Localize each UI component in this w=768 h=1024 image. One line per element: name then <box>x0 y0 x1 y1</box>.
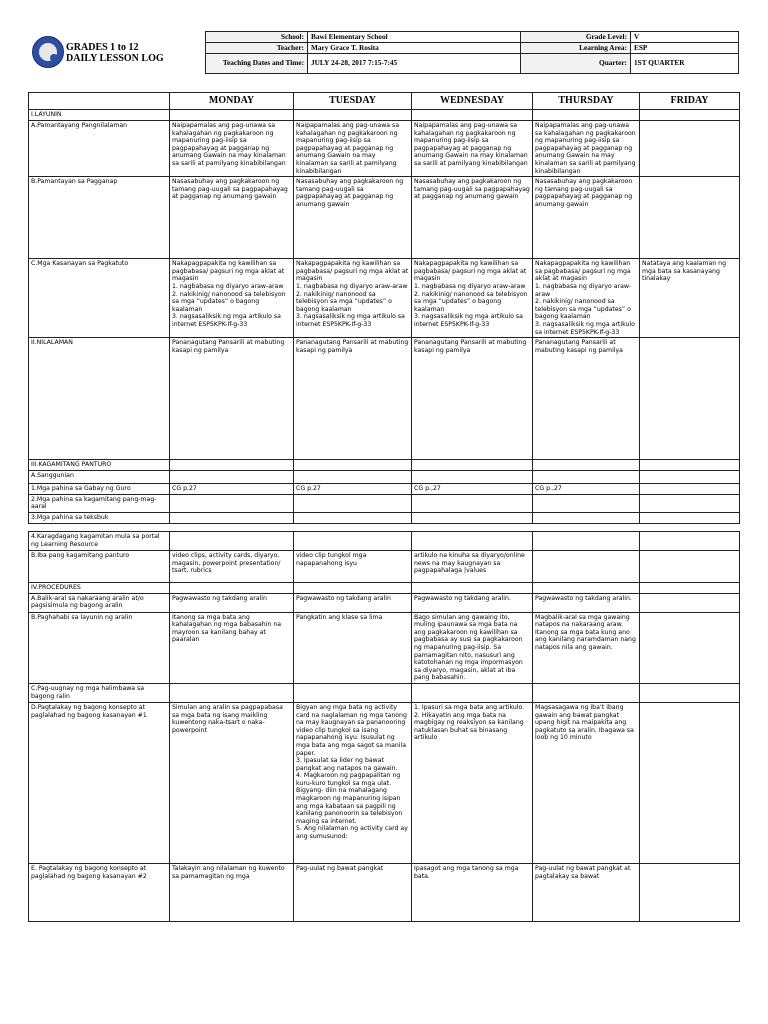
cell-monday: Itanong sa mga bata ang kahalagahan ng mga babasahin na mayroon sa kanilang bahay at paaralan <box>170 612 294 683</box>
cell-wednesday: Nakapagpapakita ng kawilihan sa pagbabasa/ pagsuri ng mga aklat at magasin 1. nagbabasa ng diyaryo araw-araw 2. nakikinig/ nanonood sa telebisyon sa mga “updates” o bagong kaalaman 3. nagsasaliksik ng mga artikulo sa internet ESP5KPK-If-g-33 <box>412 259 533 338</box>
cell-wednesday: Pagwawasto ng takdang aralin. <box>412 593 533 612</box>
cell-monday: Simulan ang aralin sa pagpapabasa sa mga bata ng isang maikling kuwentong naka-tsart o naka-powerpoint <box>170 702 294 863</box>
cell-monday: Talakayin ang nilalaman ng kuwento sa pamamagitan ng mga <box>170 863 294 921</box>
row-label: C.Pag-uugnay ng mga halimbawa sa bagong ralin <box>29 683 170 702</box>
row-label: A.Sanggunian <box>29 471 170 484</box>
cell-thursday: Naipapamalas ang pag-unawa sa kahalagahan ng pagkakaroon ng mapanuring pag-iisip sa pagpapahayag at pagganap ng anumang Gawain na may kinalaman sa sarili at pamilyang kinabibilangan <box>533 121 640 177</box>
cell-friday <box>640 484 740 495</box>
school-value: Bawi Elementary School <box>308 32 521 43</box>
row-label: 2.Mga pahina sa kagamitang pang-mag-aaral <box>29 494 170 512</box>
cell-wednesday <box>412 512 533 523</box>
day-header-friday: FRIDAY <box>640 93 740 110</box>
cell-friday <box>640 532 740 551</box>
cell-friday <box>640 512 740 523</box>
cell-friday <box>640 494 740 512</box>
header-info-table <box>205 31 739 74</box>
cell-monday <box>170 471 294 484</box>
cell-tuesday <box>294 512 412 523</box>
cell-tuesday <box>294 494 412 512</box>
cell-wednesday <box>412 110 533 121</box>
cell-monday <box>170 512 294 523</box>
lesson-row <box>29 484 740 495</box>
cell-thursday: CG p.,27 <box>533 484 640 495</box>
lesson-table-page2 <box>28 531 740 922</box>
cell-wednesday <box>412 683 533 702</box>
lesson-row <box>29 177 740 259</box>
cell-thursday <box>533 512 640 523</box>
cell-friday <box>640 460 740 471</box>
cell-tuesday <box>294 110 412 121</box>
title-line1: GRADES 1 to 12 <box>66 42 139 53</box>
quarter-value: 1ST QUARTER <box>631 54 739 74</box>
grade-value: V <box>631 32 739 43</box>
cell-friday <box>640 121 740 177</box>
row-label: D.Pagtalakay ng bagong konsepto at paglalahad ng bagong kasanayan #1 <box>29 702 170 863</box>
deped-logo-block <box>30 34 202 74</box>
cell-thursday: Pag-uulat ng bawat pangkat at pagtalakay sa bawat <box>533 863 640 921</box>
cell-wednesday: Pananagutang Pansarili at mabuting kasapi ng pamilya <box>412 338 533 460</box>
cell-thursday <box>533 532 640 551</box>
row-label: 4.Karagdagang kagamitan mula sa portal ng Learning Resource <box>29 532 170 551</box>
cell-tuesday: Nasasabuhay ang pagkakaroon ng tamang pag-uugali sa pagpapahayag at pagganap ng anumang gawain <box>294 177 412 259</box>
cell-wednesday: Naipapamalas ang pag-unawa sa kahalagahan ng pagkakaroon ng mapanuring pag-iisip sa pagpapahayag at pagganap ng anumang Gawain na may kinalaman sa sarili at pamilyang kinabibilangan <box>412 121 533 177</box>
cell-wednesday: artikulo na kinuha sa diyaryo/online news na may kaugnayan sa pagpapahalaga |values <box>412 551 533 583</box>
cell-tuesday <box>294 460 412 471</box>
cell-tuesday <box>294 532 412 551</box>
cell-wednesday <box>412 471 533 484</box>
row-label: IV.PROCEDURES <box>29 583 170 594</box>
row-label: B.Pamantayan sa Pagganap <box>29 177 170 259</box>
lesson-row <box>29 593 740 612</box>
cell-wednesday: CG p.,27 <box>412 484 533 495</box>
lesson-row <box>29 494 740 512</box>
row-label: II.NILALAMAN <box>29 338 170 460</box>
lesson-row <box>29 110 740 121</box>
lesson-row <box>29 583 740 594</box>
cell-wednesday: Bago simulan ang gawaing ito, muling ipaunawa sa mga bata na ang pagkakaroon ng kawilihan sa pagbabasa ay susi sa pagkakaroon ng mapanuring pag-iisip. Sa pamamagitan nito, nasusuri ang katotohanan ng mga impormasyon sa diyaryo, magasin, aklat at iba pang babasahin. <box>412 612 533 683</box>
cell-friday <box>640 583 740 594</box>
cell-wednesday <box>412 494 533 512</box>
cell-thursday <box>533 683 640 702</box>
cell-friday <box>640 863 740 921</box>
row-label: C.Mga Kasanayan sa Pagkatuto <box>29 259 170 338</box>
cell-thursday: Magbalik-aral sa mga gawaing natapos na nakaraang araw. Itanong sa mga bata kung ano ang kanilang naramdaman nang natapos nila ang gawain. <box>533 612 640 683</box>
lesson-row <box>29 532 740 551</box>
cell-thursday <box>533 494 640 512</box>
lesson-row <box>29 863 740 921</box>
title-line2: DAILY LESSON LOG <box>66 53 164 64</box>
cell-thursday <box>533 551 640 583</box>
cell-thursday: Nasasabuhay ang pagkakaroon ng tamang pag-uugali sa pagpapahayag at pagganap ng anumang gawain <box>533 177 640 259</box>
cell-friday <box>640 471 740 484</box>
lesson-row <box>29 460 740 471</box>
cell-thursday <box>533 460 640 471</box>
cell-tuesday: CG p.27 <box>294 484 412 495</box>
cell-monday <box>170 110 294 121</box>
lesson-row <box>29 512 740 523</box>
cell-monday <box>170 532 294 551</box>
cell-friday <box>640 551 740 583</box>
cell-monday: Pananagutang Pansarili at mabuting kasapi ng pamilya <box>170 338 294 460</box>
row-label: B.Paghahabi sa layunin ng aralin <box>29 612 170 683</box>
cell-tuesday: Bigyan ang mga bata ng activity card na naglalaman ng mga tanong na may kaugnayan sa pananooring video clip tungkol sa isang napapanahong isyu. Isusulat ng mga bata ang mga sagot sa manila paper. 3. Ipasulat sa lider ng bawat pangkat ang natapos na gawain. 4. Magkaroon ng pagpapalitan ng kuru-kuro tungkol sa mga ulat. Bigyang- diin na mahalagang magkaroon ng mapanuring isipan ang mga kabataan sa pagpili ng kanilang panonoorin sa telebisyon maging sa internet. 5. Ang nilalaman ng activity card ay ang sumusunod: <box>294 702 412 863</box>
cell-monday: Pagwawasto ng takdang aralin <box>170 593 294 612</box>
cell-wednesday <box>412 532 533 551</box>
day-header-tuesday: TUESDAY <box>294 93 412 110</box>
cell-tuesday: Pangkatin ang klase sa lima <box>294 612 412 683</box>
row-label: III.KAGAMITANG PANTURO <box>29 460 170 471</box>
lesson-row <box>29 683 740 702</box>
row-label: B.Iba pang kagamitang panturo <box>29 551 170 583</box>
cell-friday <box>640 683 740 702</box>
cell-monday: Nasasabuhay ang pagkakaroon ng tamang pag-uugali sa pagpapahayag at pagganap ng anumang gawain <box>170 177 294 259</box>
cell-wednesday <box>412 583 533 594</box>
cell-friday <box>640 110 740 121</box>
cell-thursday <box>533 471 640 484</box>
lesson-row <box>29 121 740 177</box>
cell-monday: Nakapagpapakita ng kawilihan sa pagbabasa/ pagsuri ng mga aklat at magasin 1. nagbabasa ng diyaryo araw-araw 2. nakikinig/ nanonood sa telebisyon sa mga “updates” o bagong kaalaman 3. nagsasaliksik ng mga artikulo sa internet ESP5KPK-If-g-33 <box>170 259 294 338</box>
cell-friday <box>640 593 740 612</box>
cell-monday <box>170 583 294 594</box>
row-label: A.Balik-aral sa nakaraang aralin at/o pagsisimula ng bagong aralin <box>29 593 170 612</box>
cell-friday <box>640 702 740 863</box>
day-header-wednesday: WEDNESDAY <box>412 93 533 110</box>
cell-monday: CG p.27 <box>170 484 294 495</box>
corner-cell <box>29 93 170 110</box>
lesson-row <box>29 338 740 460</box>
grade-label: Grade Level: <box>521 32 631 43</box>
cell-friday <box>640 177 740 259</box>
lesson-row <box>29 702 740 863</box>
cell-tuesday: Nakapagpapakita ng kawilihan sa pagbabasa/ pagsuri ng mga aklat at magasin 1. nagbabasa ng diyaryo araw-araw 2. nakikinig/ nanonood sa telebisyon sa mga “updates” o bagong kaalaman 3. nagsasaliksik ng mga artikulo sa internet ESP5KPK-If-g-33 <box>294 259 412 338</box>
lesson-row <box>29 551 740 583</box>
day-header-monday: MONDAY <box>170 93 294 110</box>
cell-tuesday: video clip tungkol mga napapanahong isyu <box>294 551 412 583</box>
cell-wednesday: Nasasabuhay ang pagkakaroon ng tamang pag-uugali sa pagpapahayag at pagganap ng anumang gawain <box>412 177 533 259</box>
school-label: School: <box>206 32 308 43</box>
row-label: A.Pamantayang Pangnilalaman <box>29 121 170 177</box>
cell-thursday: Pagwawasto ng takdang aralin. <box>533 593 640 612</box>
lesson-row <box>29 259 740 338</box>
cell-tuesday: Pananagutang Pansarili at mabuting kasapi ng pamilya <box>294 338 412 460</box>
cell-monday <box>170 683 294 702</box>
teacher-label: Teacher: <box>206 43 308 54</box>
cell-thursday: Magsasagawa ng iba’t ibang gawain ang bawat pangkat upang higit na maipakita ang pagkatuto sa aralin. Ibagawa sa loob ng 10 minuto <box>533 702 640 863</box>
cell-thursday: Nakapagpapakita ng kawilihan sa pagbabasa/ pagsuri ng mga aklat at magasin 1. nagbabasa ng diyaryo araw-araw 2. nakikinig/ nanonood sa telebisyon sa mga “updates” o bagong kaalaman 3. nagsasaliksik ng mga artikulo sa internet ESP5KPK-If-g-33 <box>533 259 640 338</box>
cell-tuesday <box>294 683 412 702</box>
row-label: 1.Mga pahina sa Gabay ng Guro <box>29 484 170 495</box>
cell-thursday <box>533 110 640 121</box>
cell-tuesday: Pag-uulat ng bawat pangkat <box>294 863 412 921</box>
cell-monday <box>170 460 294 471</box>
row-label: I.LAYUNIN <box>29 110 170 121</box>
cell-tuesday: Naipapamalas ang pag-unawa sa kahalagahan ng pagkakaroon ng mapanuring pag-iisip sa pagpapahayag at pagganap ng anumang Gawain na may kinalaman sa sarili at pamilyang kinabibilangan <box>294 121 412 177</box>
cell-wednesday: 1. Ipasuri sa mga bata ang artikulo. 2. Hikayatin ang mga bata na magbigay ng reaksiyon sa kanilang natuklasan buhat sa binasang artikulo <box>412 702 533 863</box>
row-label: 3.Mga pahina sa teksbuk <box>29 512 170 523</box>
cell-thursday: Pananagutang Pansarili at mabuting kasapi ng pamilya <box>533 338 640 460</box>
cell-friday: Natataya ang kaalaman ng mga bata sa kasanayang tinalakay <box>640 259 740 338</box>
lesson-row <box>29 471 740 484</box>
cell-tuesday <box>294 471 412 484</box>
area-value: ESP <box>631 43 739 54</box>
cell-wednesday: Ipasagot ang mga tanong sa mga bata. <box>412 863 533 921</box>
cell-monday <box>170 494 294 512</box>
cell-monday: Naipapamalas ang pag-unawa sa kahalagahan ng pagkakaroon ng mapanuring pag-iisip sa pagpapahayag at pagganap ng anumang Gawain na may kinalaman sa sarili at pamilyang kinabibilangan <box>170 121 294 177</box>
dates-value: JULY 24-28, 2017 7:15-7:45 <box>308 54 521 74</box>
quarter-label: Quarter: <box>521 54 631 74</box>
cell-monday: video clips, activity cards, diyaryo, magasin, powerpoint presentation/ tsart, rubrics <box>170 551 294 583</box>
cell-friday <box>640 338 740 460</box>
lesson-row <box>29 612 740 683</box>
cell-wednesday <box>412 460 533 471</box>
cell-friday <box>640 612 740 683</box>
day-header-thursday: THURSDAY <box>533 93 640 110</box>
cell-tuesday: Pagwawasto ng takdang aralin <box>294 593 412 612</box>
row-label: E. Pagtalakay ng bagong konsepto at paglalahad ng bagong kasanayan #2 <box>29 863 170 921</box>
cell-thursday <box>533 583 640 594</box>
lesson-table-page1 <box>28 92 740 524</box>
cell-tuesday <box>294 583 412 594</box>
teacher-value: Mary Grace T. Rosita <box>308 43 521 54</box>
deped-seal-icon <box>32 36 64 68</box>
dates-label: Teaching Dates and Time: <box>206 54 308 74</box>
area-label: Learning Area: <box>521 43 631 54</box>
